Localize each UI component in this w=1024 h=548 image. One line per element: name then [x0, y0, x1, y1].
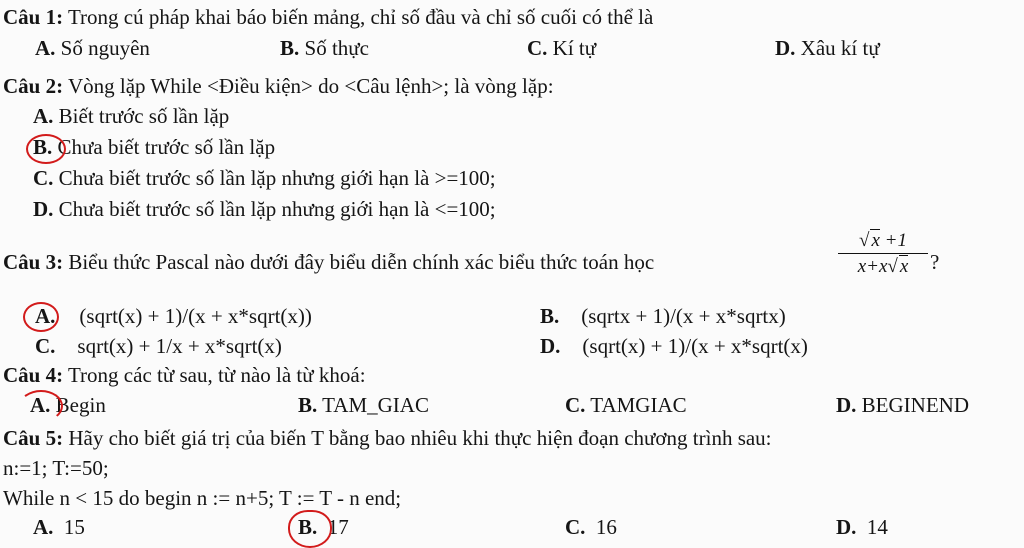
option-label: D. — [836, 515, 857, 539]
option-text: Số nguyên — [60, 36, 150, 60]
option-text: (sqrt(x) + 1)/(x + x*sqrt(x) — [582, 334, 808, 358]
option-text: Chưa biết trước số lần lặp nhưng giới hạn là <=100; — [58, 197, 496, 221]
q2-option-a[interactable] — [33, 104, 229, 128]
option-label: A. — [35, 304, 56, 328]
option-text: sqrt(x) + 1/x + x*sqrt(x) — [77, 334, 282, 358]
q3-option-b[interactable] — [540, 304, 786, 328]
option-text: Begin — [55, 393, 106, 417]
option-label: C. — [565, 515, 586, 539]
math-fraction — [838, 229, 928, 278]
q5-option-c[interactable] — [565, 515, 617, 539]
radicand: x — [871, 230, 880, 251]
option-text: 15 — [63, 515, 85, 539]
q4-option-b[interactable] — [298, 393, 429, 417]
option-label: B. — [33, 135, 53, 159]
option-text: Kí tự — [552, 36, 597, 60]
question-3-text: Biểu thức Pascal nào dưới đây biểu diễn chính xác biểu thức toán học — [68, 250, 655, 274]
denominator-pre: x+x — [857, 256, 888, 277]
q4-option-c[interactable] — [565, 393, 687, 417]
option-label: B. — [540, 304, 560, 328]
q2-option-b[interactable] — [33, 135, 275, 159]
option-label: C. — [527, 36, 548, 60]
q2-option-d[interactable] — [33, 197, 496, 221]
question-4-title: Câu 4: — [3, 363, 64, 387]
option-text: 14 — [866, 515, 888, 539]
q1-option-b[interactable] — [280, 36, 369, 60]
option-label: B. — [298, 393, 318, 417]
q5-option-a[interactable] — [33, 515, 85, 539]
option-text: Xâu kí tự — [800, 36, 880, 60]
option-label: C. — [565, 393, 586, 417]
question-1-title: Câu 1: — [3, 5, 64, 29]
option-text: Chưa biết trước số lần lặp — [57, 135, 276, 159]
q1-option-d[interactable] — [775, 36, 880, 60]
option-text: Chưa biết trước số lần lặp nhưng giới hạn là >=100; — [58, 166, 496, 190]
question-5 — [3, 426, 772, 450]
question-2-text: Vòng lặp While <Điều kiện> do <Câu lệnh>; là vòng lặp: — [67, 74, 554, 98]
q3-option-c[interactable] — [35, 334, 282, 358]
q5-option-d[interactable] — [836, 515, 888, 539]
question-3-suffix: ? — [930, 250, 940, 274]
option-text: Biết trước số lần lặp — [58, 104, 230, 128]
question-1-text: Trong cú pháp khai báo biến mảng, chỉ số đầu và chỉ số cuối có thể là — [67, 5, 654, 29]
q3-option-a[interactable] — [35, 304, 312, 328]
option-text: 16 — [595, 515, 617, 539]
option-text: (sqrt(x) + 1)/(x + x*sqrt(x)) — [79, 304, 312, 328]
fraction-denominator: x+x√ x — [857, 256, 909, 277]
option-text: TAMGIAC — [590, 393, 687, 417]
q1-option-a[interactable] — [35, 36, 150, 60]
option-label: A. — [33, 515, 54, 539]
question-1 — [3, 5, 653, 29]
fraction-bar — [838, 253, 928, 254]
option-text: 17 — [327, 515, 349, 539]
option-label: C. — [35, 334, 56, 358]
question-3 — [3, 250, 654, 274]
radicand: x — [899, 256, 909, 277]
option-label: B. — [280, 36, 300, 60]
question-4-text: Trong các từ sau, từ nào là từ khoá: — [67, 363, 366, 387]
option-label: D. — [836, 393, 857, 417]
option-label: D. — [540, 334, 561, 358]
option-text: TAM_GIAC — [322, 393, 429, 417]
option-text: Số thực — [304, 36, 369, 60]
option-label: D. — [775, 36, 796, 60]
question-3-title: Câu 3: — [3, 250, 64, 274]
q2-option-c[interactable] — [33, 166, 496, 190]
option-label: D. — [33, 197, 54, 221]
q5-option-b[interactable] — [298, 515, 349, 539]
question-2-title: Câu 2: — [3, 74, 64, 98]
option-text: (sqrtx + 1)/(x + x*sqrtx) — [581, 304, 786, 328]
q4-option-d[interactable] — [836, 393, 969, 417]
question-5-text: Hãy cho biết giá trị của biến T bằng bao nhiêu khi thực hiện đoạn chương trình sau: — [68, 426, 772, 450]
option-text: BEGINEND — [861, 393, 969, 417]
q4-option-a[interactable] — [30, 393, 106, 417]
option-label: A. — [35, 36, 56, 60]
option-label: C. — [33, 166, 54, 190]
question-5-title: Câu 5: — [3, 426, 64, 450]
q3-option-d[interactable] — [540, 334, 808, 358]
option-label: A. — [30, 393, 51, 417]
numerator-rest: +1 — [884, 230, 907, 251]
question-4 — [3, 363, 366, 387]
code-line-1: n:=1; T:=50; — [3, 456, 109, 480]
question-2 — [3, 74, 554, 98]
option-label: B. — [298, 515, 318, 539]
option-label: A. — [33, 104, 54, 128]
fraction-numerator: √ x +1 — [859, 230, 907, 251]
q1-option-c[interactable] — [527, 36, 596, 60]
code-line-2: While n < 15 do begin n := n+5; T := T - n end; — [3, 486, 402, 510]
